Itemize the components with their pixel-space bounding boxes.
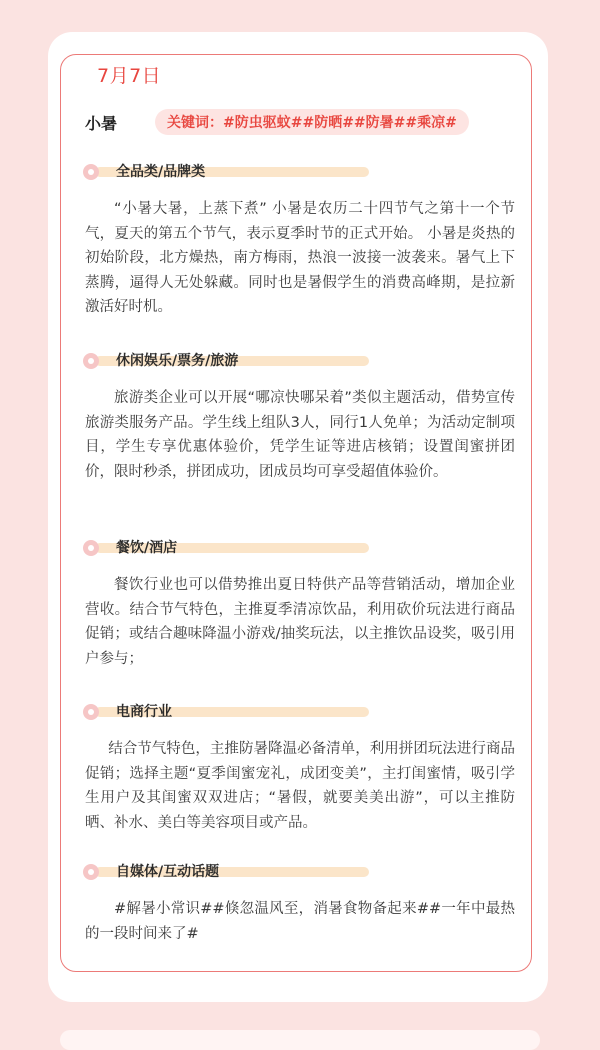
bullet-dot-icon	[83, 704, 99, 720]
date-heading: 7月7日	[97, 65, 162, 87]
page-background-strip	[60, 1030, 540, 1050]
section-header	[85, 699, 515, 725]
section-body: #解暑小常识##倏忽温风至，消暑食物备起来##一年中最热的一段时间来了#	[85, 901, 515, 942]
section-self-media	[85, 859, 515, 946]
term-row	[85, 109, 469, 135]
section-title: 休闲娱乐/票务/旅游	[116, 353, 239, 369]
section-catering-hotel	[85, 535, 515, 671]
section-header	[85, 348, 515, 374]
section-header	[85, 535, 515, 561]
bullet-dot-icon	[83, 540, 99, 556]
section-title: 餐饮/酒店	[116, 540, 178, 556]
section-leisure-travel	[85, 348, 515, 484]
section-body: 餐饮行业也可以借势推出夏日特供产品等营销活动，增加企业营收。结合节气特色，主推夏季清凉饮品，利用砍价玩法进行商品促销；或结合趣味降温小游戏/抽奖玩法，以主推饮品设奖，吸引用户参与；	[85, 577, 515, 667]
bullet-dot-icon	[83, 864, 99, 880]
section-ecommerce	[85, 699, 515, 835]
section-body: “小暑大暑，上蒸下煮” 小暑是农历二十四节气之第十一个节气，夏天的第五个节气，表示夏季时节的正式开始。 小暑是炎热的初始阶段，北方燥热，南方梅雨，热浪一波接一波袭来。暑气上下蒸腾，逼得人无处躲藏。同时也是暑假学生的消费高峰期，是拉新激活好时机。	[85, 201, 515, 315]
section-title: 全品类/品牌类	[116, 164, 206, 180]
section-body: 旅游类企业可以开展“哪凉快哪呆着”类似主题活动，借势宣传旅游类服务产品。学生线上组队3人，同行1人免单；为活动定制项目，学生专享优惠体验价，凭学生证等进店核销；设置闺蜜拼团价，限时秒杀，拼团成功，团成员均可享受超值体验价。	[85, 390, 515, 480]
solar-term-name: 小暑	[85, 113, 118, 133]
bullet-dot-icon	[83, 353, 99, 369]
card-frame	[60, 54, 532, 972]
section-title: 电商行业	[116, 704, 172, 720]
section-header	[85, 159, 515, 185]
bullet-dot-icon	[83, 164, 99, 180]
solar-term-card	[48, 32, 548, 1002]
section-header	[85, 859, 515, 885]
keywords-badge: 关键词：#防虫驱蚊##防晒##防暑##乘凉#	[155, 109, 469, 135]
section-title: 自媒体/互动话题	[116, 864, 220, 880]
section-body: 结合节气特色，主推防暑降温必备清单，利用拼团玩法进行商品促销；选择主题“夏季闺蜜宠礼，成团变美”，主打闺蜜情，吸引学生用户及其闺蜜双双进店；“暑假，就要美美出游”，可以主推防晒、补水、美白等美容项目或产品。	[85, 741, 515, 831]
section-all-categories	[85, 159, 515, 320]
